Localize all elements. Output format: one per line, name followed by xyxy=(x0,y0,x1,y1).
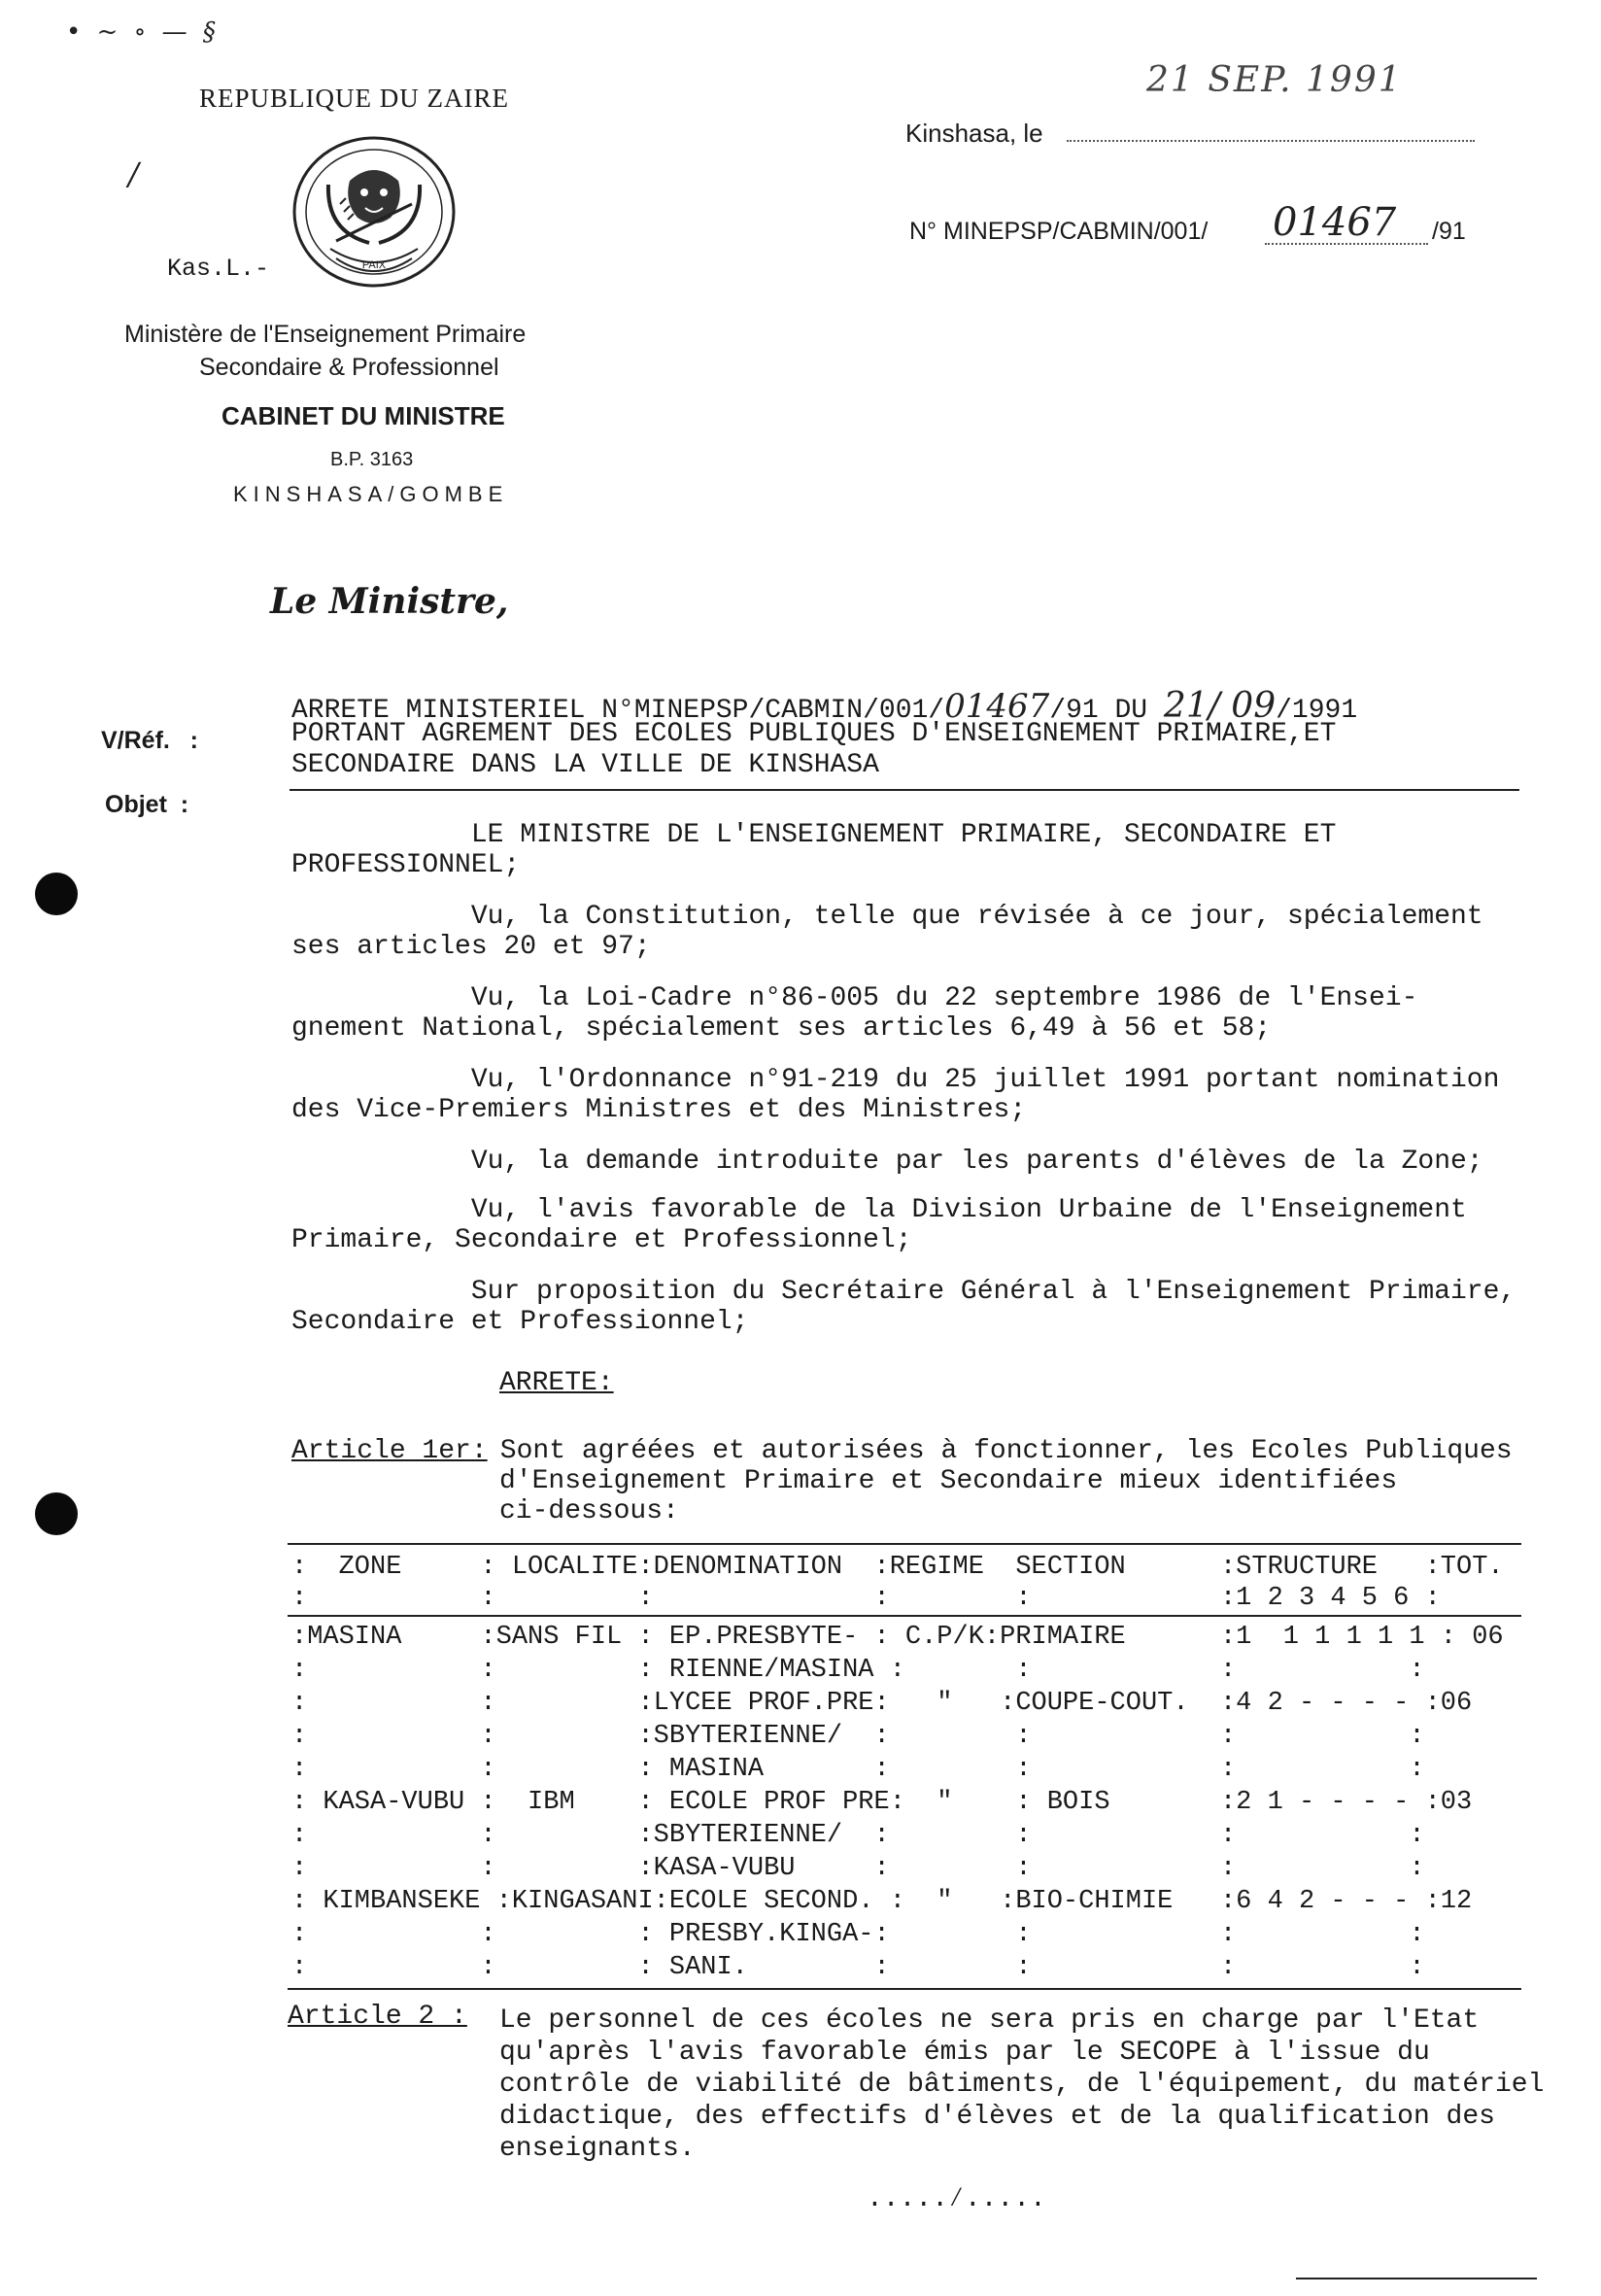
arrete-handwritten-number: 01467 xyxy=(944,687,1050,726)
subject-line3: SECONDAIRE DANS LA VILLE DE KINSHASA xyxy=(291,750,879,780)
vref-label: V/Réf. : xyxy=(101,727,199,754)
preamble-6-line2: Primaire, Secondaire et Professionnel; xyxy=(291,1225,912,1255)
subject-rule xyxy=(290,789,1519,791)
city-address: KINSHASA/GOMBE xyxy=(233,482,509,506)
article-2-line1: Le personnel de ces écoles ne sera pris en charge par l'Etat xyxy=(499,2005,1480,2036)
preamble-6-line1: Vu, l'avis favorable de la Division Urbaine de l'Enseignement xyxy=(291,1195,1467,1225)
preamble-7-line1: Sur proposition du Secrétaire Général à l'Enseignement Primaire, xyxy=(291,1277,1516,1307)
preamble-3-line2: gnement National, spécialement ses articles 6,49 à 56 et 58; xyxy=(291,1013,1272,1044)
arrete-year: /1991 xyxy=(1276,696,1358,726)
table-header-row: : ZONE : LOCALITE:DENOMINATION :REGIME SECTION :STRUCTURE :TOT. xyxy=(291,1553,1504,1582)
table-bottom-rule xyxy=(288,1988,1521,1990)
reference-prefix: N° MINEPSP/CABMIN/001/ xyxy=(909,218,1209,245)
author-initials: Kas.L.- xyxy=(167,255,270,283)
date-stamp: 21 SEP. 1991 xyxy=(1146,60,1403,100)
national-emblem-icon xyxy=(290,134,459,290)
table-header-rule xyxy=(288,1615,1521,1617)
table-row: : : : SANI. : : : : xyxy=(291,1953,1425,1982)
preamble-2-line2: ses articles 20 et 97; xyxy=(291,932,651,962)
table-row: : : : PRESBY.KINGA-: : : : xyxy=(291,1920,1425,1949)
preamble-7-line2: Secondaire et Professionnel; xyxy=(291,1307,749,1337)
footer-rule xyxy=(1296,2278,1537,2279)
table-row: : KASA-VUBU : IBM : ECOLE PROF PRE: " : BOIS :2 1 - - - - :03 xyxy=(291,1788,1473,1817)
table-header-subrow: : : : : : :1 2 3 4 5 6 : xyxy=(291,1584,1441,1613)
article-2-line2: qu'après l'avis favorable émis par le SECOPE à l'issue du xyxy=(499,2038,1430,2068)
signatory-title: Le Ministre, xyxy=(270,581,509,622)
table-row: : KIMBANSEKE :KINGASANI:ECOLE SECOND. : " :BIO-CHIMIE :6 4 2 - - - :12 xyxy=(291,1887,1473,1916)
date-dotted-line xyxy=(1067,140,1475,142)
article-1-label: Article 1er: xyxy=(291,1436,488,1466)
postal-box: B.P. 3163 xyxy=(330,449,414,470)
preamble-4-line2: des Vice-Premiers Ministres et des Ministres; xyxy=(291,1095,1027,1125)
reference-suffix: /91 xyxy=(1432,218,1466,245)
table-row: :MASINA :SANS FIL : EP.PRESBYTE- : C.P/K:PRIMAIRE :1 1 1 1 1 1 : 06 xyxy=(291,1623,1504,1652)
arrete-prefix: ARRETE MINISTERIEL N°MINEPSP/CABMIN/001/ xyxy=(291,696,945,726)
table-row: : : : RIENNE/MASINA : : : : xyxy=(291,1656,1425,1685)
preamble-4-line1: Vu, l'Ordonnance n°91-219 du 25 juillet 1991 portant nomination xyxy=(291,1065,1500,1095)
preamble-1-line1: LE MINISTRE DE L'ENSEIGNEMENT PRIMAIRE, SECONDAIRE ET xyxy=(291,820,1337,850)
table-row: : : :SBYTERIENNE/ : : : : xyxy=(291,1821,1425,1850)
preamble-3-line1: Vu, la Loi-Cadre n°86-005 du 22 septembre 1986 de l'Ensei- xyxy=(291,983,1418,1013)
arrete-mid: /91 DU xyxy=(1049,696,1148,726)
preamble-5-line1: Vu, la demande introduite par les parents d'élèves de la Zone; xyxy=(291,1147,1483,1177)
article-2-line3: contrôle de viabilité de bâtiments, de l'équipement, du matériel xyxy=(499,2070,1545,2100)
article-2-line5: enseignants. xyxy=(499,2134,696,2164)
table-row: : : :SBYTERIENNE/ : : : : xyxy=(291,1722,1425,1751)
punch-hole-bottom xyxy=(35,1492,78,1535)
punch-hole-top xyxy=(35,873,78,915)
margin-slash: / xyxy=(128,155,139,192)
emblem-motto: PAIX xyxy=(361,259,387,271)
cabinet-heading: CABINET DU MINISTRE xyxy=(221,401,505,430)
article-1-line3: ci-dessous: xyxy=(499,1496,679,1526)
table-row: : : :KASA-VUBU : : : : xyxy=(291,1854,1425,1883)
table-row: : : :LYCEE PROF.PRE: " :COUPE-COUT. :4 2 - - - - :06 xyxy=(291,1689,1473,1718)
table-row: : : : MASINA : : : : xyxy=(291,1755,1425,1784)
place-label: Kinshasa, le xyxy=(905,119,1043,148)
page-continuation: .....∕..... xyxy=(867,2184,1046,2214)
ministry-name-line1: Ministère de l'Enseignement Primaire xyxy=(124,321,527,348)
arrete-heading: ARRETE: xyxy=(499,1368,614,1398)
republic-heading: REPUBLIQUE DU ZAIRE xyxy=(199,84,509,113)
reference-handwritten-number: 01467 xyxy=(1273,200,1397,245)
subject-line2: PORTANT AGREMENT DES ECOLES PUBLIQUES D'ENSEIGNEMENT PRIMAIRE,ET xyxy=(291,719,1337,749)
corner-scribble: • ~ ∘ — § xyxy=(66,17,220,47)
arrete-handwritten-date: 21/ 09 xyxy=(1163,686,1277,726)
article-2-line4: didactique, des effectifs d'élèves et de la qualification des xyxy=(499,2102,1495,2132)
preamble-1-line2: PROFESSIONNEL; xyxy=(291,850,521,880)
table-top-rule xyxy=(288,1543,1521,1545)
objet-label: Objet : xyxy=(105,791,189,818)
article-2-label: Article 2 : xyxy=(288,2002,467,2032)
article-1-line2: d'Enseignement Primaire et Secondaire mieux identifiées xyxy=(499,1466,1398,1496)
preamble-2-line1: Vu, la Constitution, telle que révisée à ce jour, spécialement xyxy=(291,902,1483,932)
reference-dotted-line xyxy=(1265,243,1428,245)
ministry-name-line2: Secondaire & Professionnel xyxy=(199,354,499,381)
article-1-line1: Sont agréées et autorisées à fonctionner, les Ecoles Publiques xyxy=(484,1436,1513,1466)
